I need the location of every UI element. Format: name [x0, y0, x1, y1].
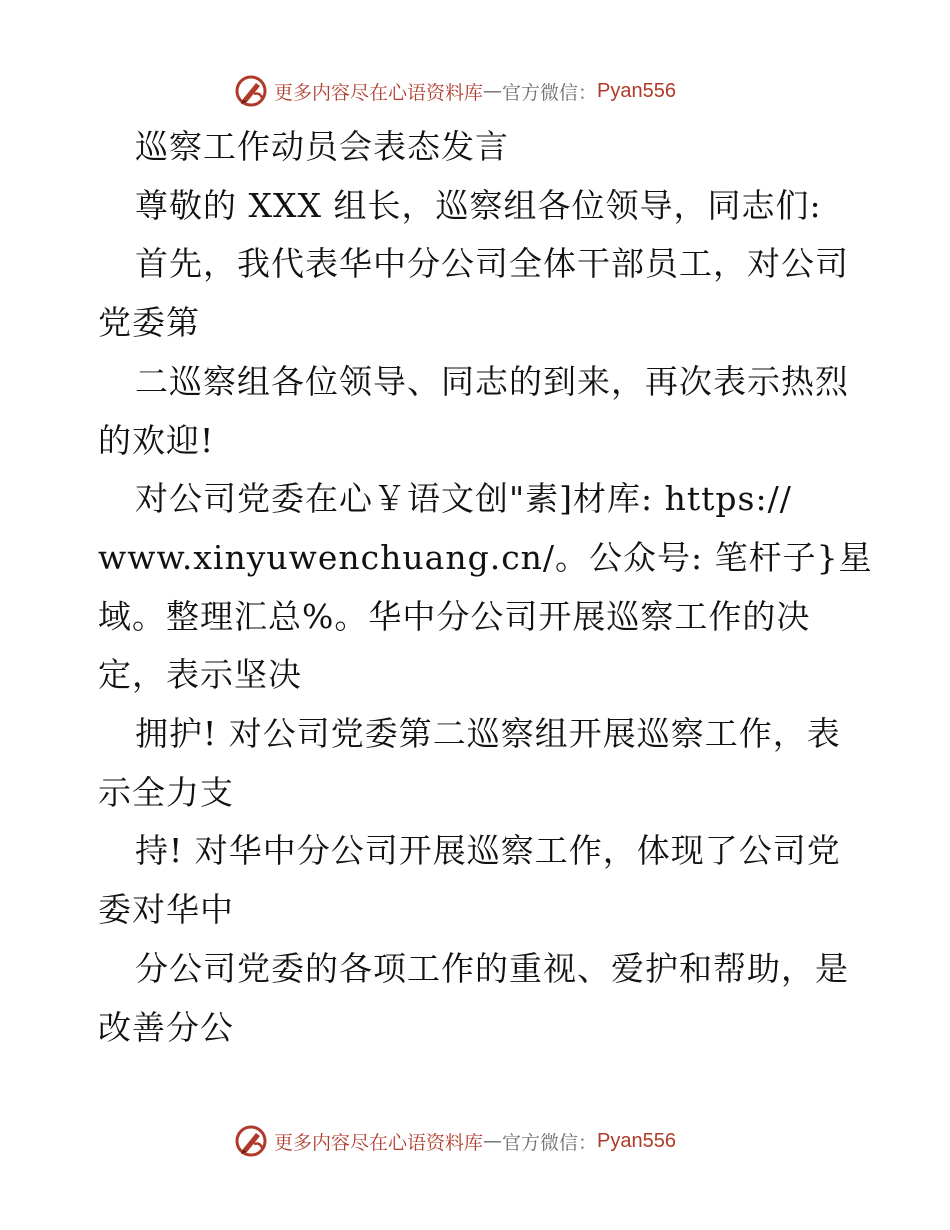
paragraph-line: 首先，我代表华中分公司全体干部员工，对公司	[135, 244, 849, 283]
paragraph-line: 党委第	[98, 303, 200, 342]
watermark-wechat-label: 官方微信：	[502, 81, 598, 104]
paragraph-line: 拥护! 对公司党委第二巡察组开展巡察工作，表	[135, 714, 841, 753]
paragraph-line: 改善分公	[98, 1008, 234, 1047]
watermark-wechat-id: Pyan556	[597, 79, 676, 102]
pen-circle-logo-icon	[234, 1124, 268, 1158]
paragraph-line: www.xinyuwenchuang.cn/。公众号: 笔杆子}星	[98, 538, 873, 577]
footer-watermark	[234, 1121, 754, 1161]
header-watermark	[234, 71, 754, 111]
watermark-separator: —	[483, 1130, 503, 1152]
watermark-wechat-label: 官方微信：	[502, 1131, 598, 1154]
salutation-line: 尊敬的 XXX 组长，巡察组各位领导，同志们:	[135, 186, 822, 225]
watermark-text: 更多内容尽在心语资料库	[274, 1131, 484, 1154]
pen-circle-logo-icon	[234, 74, 268, 108]
paragraph-line: 定，表示坚决	[98, 655, 302, 694]
paragraph-line: 二巡察组各位领导、同志的到来，再次表示热烈	[135, 362, 849, 401]
document-title: 巡察工作动员会表态发言	[135, 127, 509, 166]
paragraph-line: 的欢迎!	[98, 421, 215, 460]
paragraph-line: 委对华中	[98, 890, 234, 929]
paragraph-line: 对公司党委在心￥语文创"素]材库: https://	[135, 479, 792, 518]
paragraph-line: 持! 对华中分公司开展巡察工作，体现了公司党	[135, 831, 841, 870]
paragraph-line: 分公司党委的各项工作的重视、爱护和帮助，是	[135, 949, 849, 988]
paragraph-line: 域。整理汇总%。华中分公司开展巡察工作的决	[98, 597, 811, 636]
watermark-separator: —	[483, 80, 503, 102]
paragraph-line: 示全力支	[98, 773, 234, 812]
watermark-wechat-id: Pyan556	[597, 1129, 676, 1152]
watermark-text: 更多内容尽在心语资料库	[274, 81, 484, 104]
